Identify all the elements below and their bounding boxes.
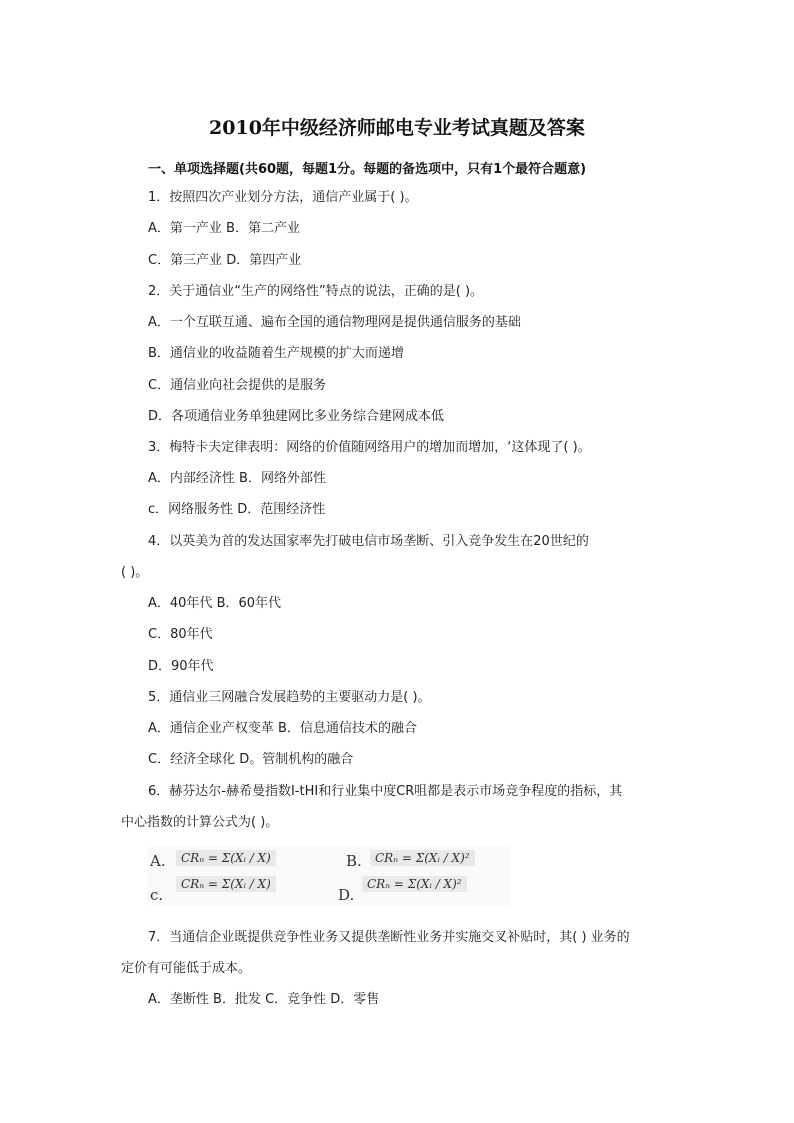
question-2: 2．关于通信业“生产的网络性”特点的说法，正确的是( )。 — [148, 284, 484, 299]
q4-option-c: C．80年代 — [148, 627, 213, 642]
formula-a: CRₙ = Σ(Xᵢ / X) — [176, 850, 276, 866]
q2-option-d: D．各项通信业务单独建网比多业务综合建网成本低 — [148, 409, 445, 424]
q5-options-ab: A．通信企业产权变革 B．信息通信技术的融合 — [148, 721, 417, 736]
formula-b: CRₙ = Σ(Xᵢ / X)² — [370, 850, 475, 866]
question-3: 3．梅特卡夫定律表明：网络的价值随网络用户的增加而增加，‘这体现了( )。 — [148, 440, 591, 455]
q2-option-c: C．通信业向社会提供的是服务 — [148, 378, 327, 393]
question-4-cont: ( )。 — [121, 565, 149, 580]
q4-options-ab: A．40年代 B．60年代 — [148, 596, 282, 611]
question-5: 5．通信业三网融合发展趋势的主要驱动力是( )。 — [148, 690, 431, 705]
q3-options-cd: c．网络服务性 D．范围经济性 — [148, 502, 326, 517]
q2-option-a: A．一个互联互通、遍布全国的通信物理网是提供通信服务的基础 — [148, 315, 521, 330]
q2-option-b: B．通信业的收益随着生产规模的扩大而递增 — [148, 346, 404, 361]
document-title: 2010年中级经济师邮电专业考试真题及答案 — [209, 117, 585, 139]
question-7: 7．当通信企业既提供竞争性业务又提供垄断性业务并实施交叉补贴时，其( ) 业务的 — [148, 930, 630, 945]
q3-options-ab: A．内部经济性 B．网络外部性 — [148, 471, 326, 486]
question-4: 4．以英美为首的发达国家率先打破电信市场垄断、引入竞争发生在20世纪的 — [148, 534, 589, 549]
question-6-cont: 中心指数的计算公式为( )。 — [121, 815, 279, 830]
formula-b-label: B. — [346, 852, 362, 870]
section-heading: 一、单项选择题(共60题，每题1分。每题的备选项中，只有1个最符合题意) — [148, 162, 587, 177]
formula-a-label: A. — [150, 852, 166, 870]
q4-option-d: D．90年代 — [148, 659, 214, 674]
question-6: 6．赫芬达尔-赫希曼指数I-tHI和行业集中度CR咀都是表示市场竞争程度的指标，其 — [148, 784, 623, 799]
formula-d-label: D. — [338, 886, 355, 904]
q1-options-ab: A．第一产业 B．第二产业 — [148, 221, 300, 236]
formula-c: CRₙ = Σ(Xᵢ / X) — [176, 876, 276, 892]
formula-image — [148, 846, 510, 906]
formula-d: CRₙ = Σ(Xᵢ / X)² — [362, 876, 467, 892]
q7-options: A．垄断性 B．批发 C．竞争性 D．零售 — [148, 992, 380, 1007]
question-1: 1．按照四次产业划分方法，通信产业属于( )。 — [148, 190, 418, 205]
question-7-cont: 定价有可能低于成本。 — [121, 961, 252, 976]
q5-options-cd: C．经济全球化 D。管制机构的融合 — [148, 752, 354, 767]
q1-options-cd: C．第三产业 D．第四产业 — [148, 253, 302, 268]
formula-c-label: c. — [150, 886, 164, 904]
